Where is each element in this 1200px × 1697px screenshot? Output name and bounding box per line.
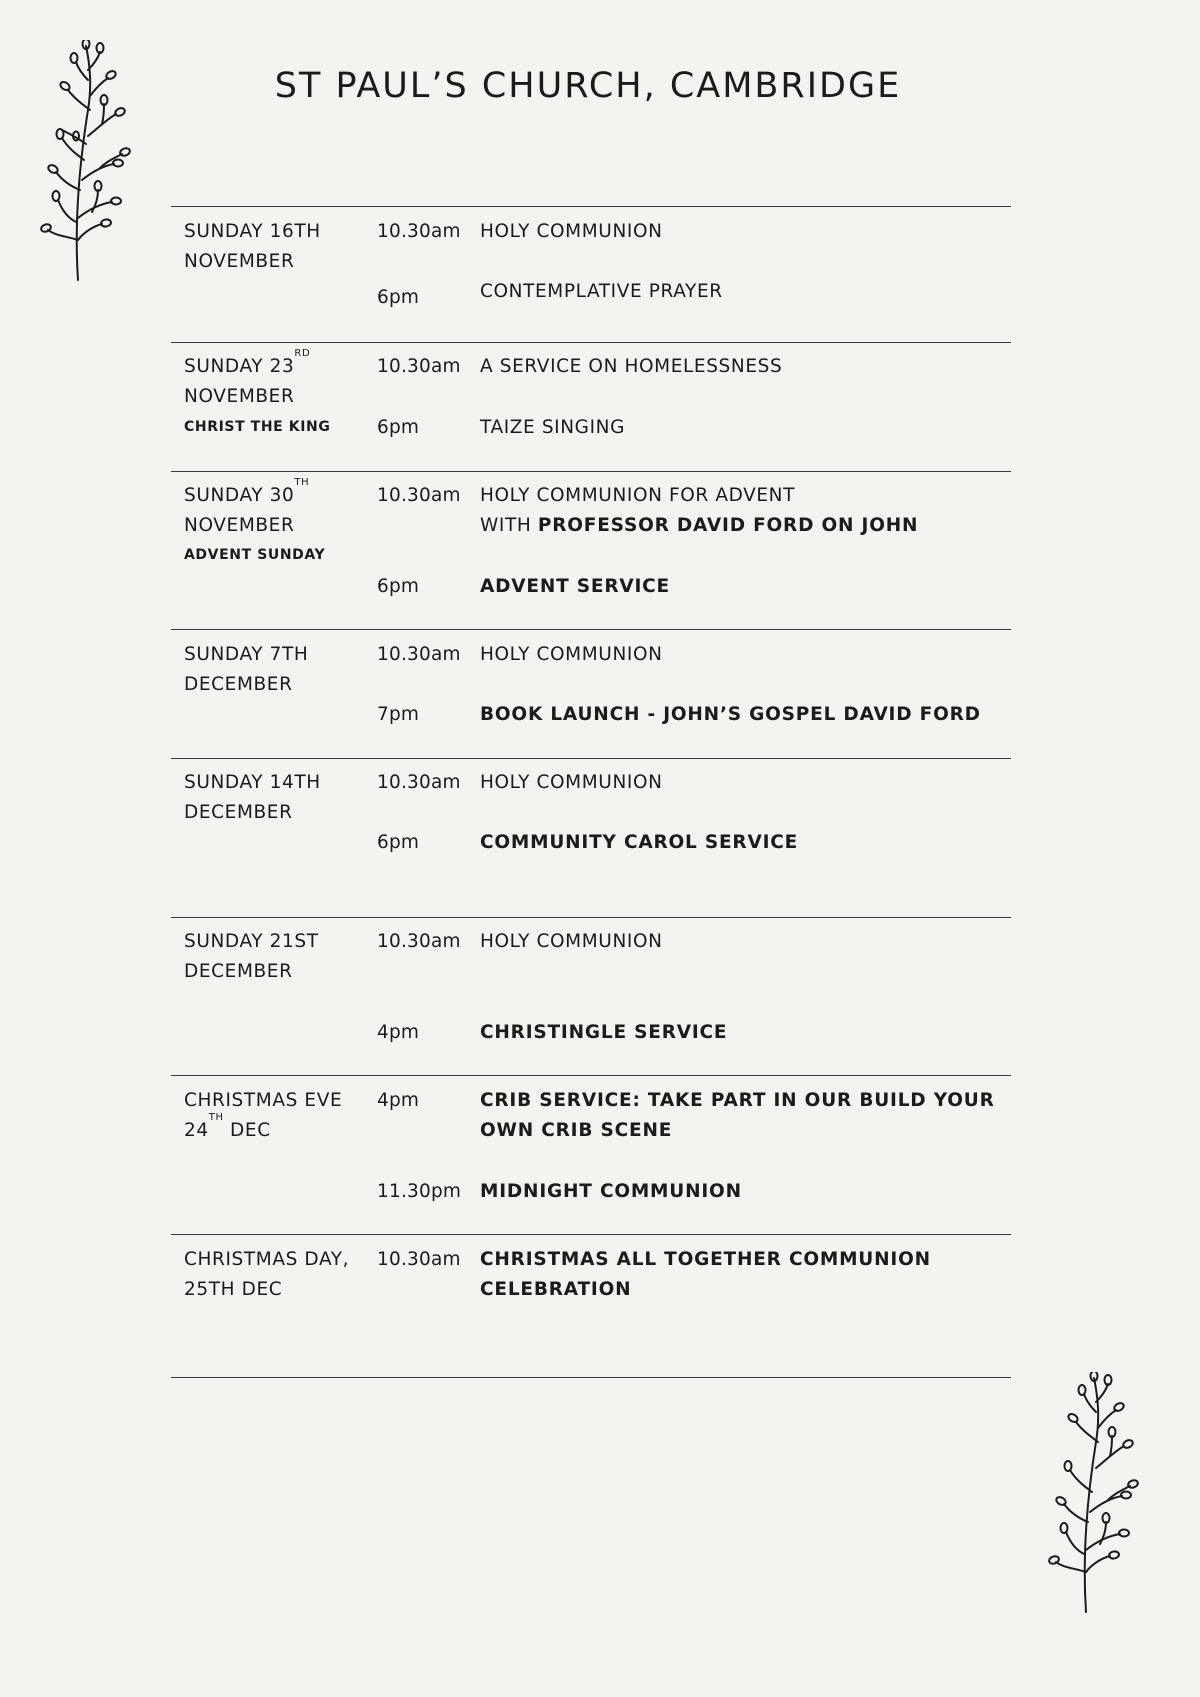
service-time: 10.30am xyxy=(377,1249,461,1270)
service-time: 10.30am xyxy=(377,644,461,665)
service-name: CHRISTINGLE SERVICE xyxy=(480,1022,728,1043)
service-name: MIDNIGHT COMMUNION xyxy=(480,1181,742,1202)
service-time: 6pm xyxy=(377,832,420,853)
divider xyxy=(171,1234,1011,1235)
service-name: HOLY COMMUNION xyxy=(480,931,663,952)
date-cell: SUNDAY 21ST DECEMBER xyxy=(184,931,319,982)
service-time: 4pm xyxy=(377,1090,420,1111)
date-cell: SUNDAY 30TH NOVEMBER xyxy=(184,477,310,536)
divider xyxy=(171,1075,1011,1076)
divider xyxy=(171,471,1011,472)
service-time: 10.30am xyxy=(377,931,461,952)
service-name: CRIB SERVICE: TAKE PART IN OUR BUILD YOUR OWN CRIB SCENE xyxy=(480,1090,995,1141)
date-cell: SUNDAY 23RD NOVEMBER xyxy=(184,348,311,407)
service-name: COMMUNITY CAROL SERVICE xyxy=(480,832,799,853)
occasion-label: CHRIST THE KING xyxy=(184,419,331,435)
service-name: ADVENT SERVICE xyxy=(480,576,670,597)
service-time: 4pm xyxy=(377,1022,420,1043)
date-cell: SUNDAY 7TH DECEMBER xyxy=(184,644,309,695)
service-name: TAIZE SINGING xyxy=(480,417,626,438)
service-name: A SERVICE ON HOMELESSNESS xyxy=(480,356,783,377)
divider xyxy=(171,206,1011,207)
service-time: 6pm xyxy=(377,576,420,597)
service-time: 10.30am xyxy=(377,772,461,793)
service-name: HOLY COMMUNION FOR ADVENT WITH PROFESSOR DAVID FORD ON JOHN xyxy=(480,485,919,536)
service-time: 10.30am xyxy=(377,485,461,506)
service-time: 6pm xyxy=(377,287,420,308)
occasion-label: ADVENT SUNDAY xyxy=(184,547,326,563)
leaf-sprig-icon xyxy=(1048,1372,1158,1617)
divider xyxy=(171,758,1011,759)
divider xyxy=(171,629,1011,630)
service-time: 7pm xyxy=(377,704,420,725)
service-time: 10.30am xyxy=(377,221,461,242)
service-name: BOOK LAUNCH - JOHN’S GOSPEL DAVID FORD xyxy=(480,704,981,725)
date-cell: SUNDAY 14TH DECEMBER xyxy=(184,772,321,823)
date-cell: CHRISTMAS EVE 24TH DEC xyxy=(184,1090,343,1141)
service-name: CHRISTMAS ALL TOGETHER COMMUNION CELEBRATION xyxy=(480,1249,931,1300)
service-time: 6pm xyxy=(377,417,420,438)
service-name: CONTEMPLATIVE PRAYER xyxy=(480,281,723,302)
divider xyxy=(171,342,1011,343)
service-name: HOLY COMMUNION xyxy=(480,221,663,242)
divider xyxy=(171,1377,1011,1378)
date-cell: CHRISTMAS DAY, 25TH DEC xyxy=(184,1249,350,1300)
divider xyxy=(171,917,1011,918)
service-name: HOLY COMMUNION xyxy=(480,644,663,665)
service-time: 10.30am xyxy=(377,356,461,377)
service-name: HOLY COMMUNION xyxy=(480,772,663,793)
date-cell: SUNDAY 16TH NOVEMBER xyxy=(184,221,321,272)
leaf-sprig-icon xyxy=(40,40,150,285)
page-title: ST PAUL’S CHURCH, CAMBRIDGE xyxy=(274,66,902,106)
service-time: 11.30pm xyxy=(377,1181,462,1202)
